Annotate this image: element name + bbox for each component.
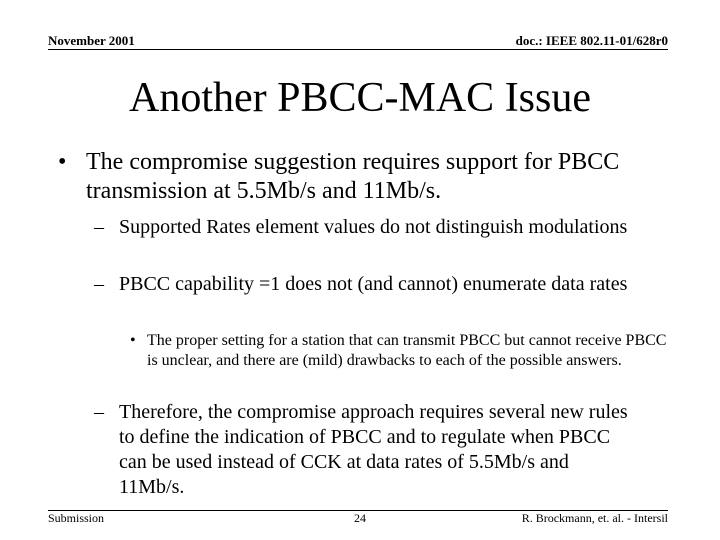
bullet-mark: – [94, 273, 104, 295]
bullet-level1 [58, 148, 658, 206]
bullet-mark: • [130, 332, 136, 349]
bullet-text: The proper setting for a station that can transmit PBCC but cannot receive PBCC is unclear, and there are (mild) drawbacks to each of the possible answers. [147, 332, 667, 369]
bullet-mark: – [94, 401, 104, 423]
footer-page-number: 24 [354, 511, 366, 525]
bullet-level2 [94, 215, 654, 240]
bullet-text: PBCC capability =1 does not (and cannot) enumerate data rates [119, 273, 628, 295]
bullet-level2 [94, 400, 654, 500]
footer-authors: R. Brockmann, et. al. - Intersil [521, 511, 668, 525]
bullet-mark: • [58, 149, 67, 175]
slide-title: Another PBCC-MAC Issue [128, 75, 592, 121]
bullet-level3 [130, 331, 670, 371]
bullet-text: Therefore, the compromise approach requires several new rules to define the indication of PBCC and to regulate when PBCC can be used instead of CCK at data rates of 5.5Mb/s and 11Mb/s. [119, 401, 628, 498]
bullet-level2 [94, 272, 654, 297]
bullet-text: Supported Rates element values do not distinguish modulations [119, 216, 628, 238]
bullet-text: The compromise suggestion requires support for PBCC transmission at 5.5Mb/s and 11Mb/s. [86, 149, 620, 204]
bullet-mark: – [94, 216, 104, 238]
header-doc-id: doc.: IEEE 802.11-01/628r0 [515, 33, 668, 48]
footer-submission: Submission [48, 511, 105, 525]
header-rule [48, 49, 668, 50]
header-date: November 2001 [48, 33, 135, 48]
